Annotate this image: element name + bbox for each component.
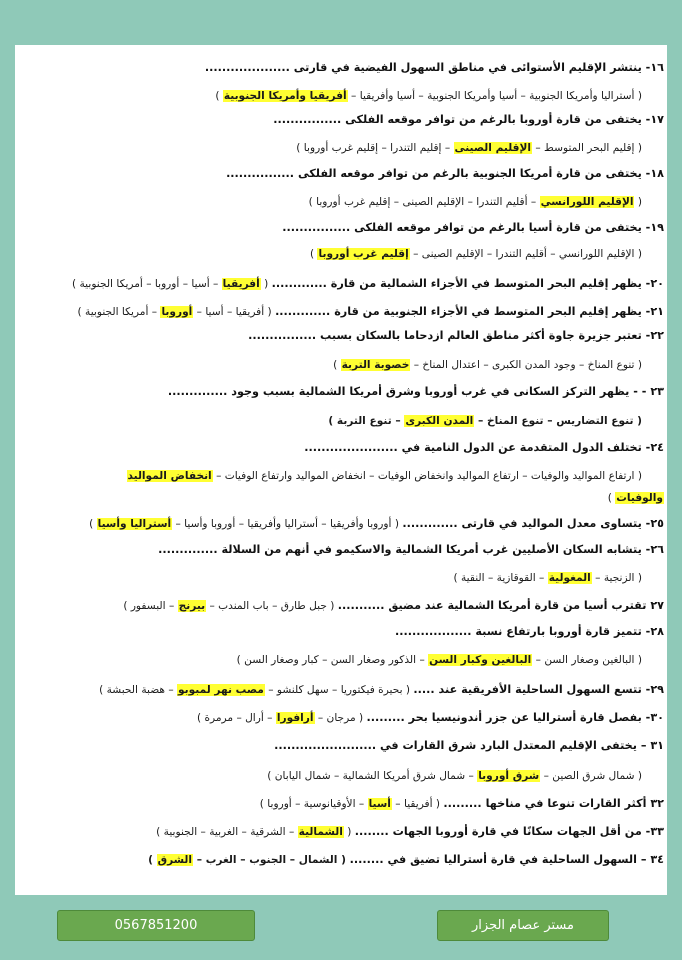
options-before: ( شمال شرق الصين – [540, 770, 642, 782]
options-after: – أسيا – أوروبا – أمريكا الجنوبية ) [72, 278, 222, 290]
highlighted-answer: المغولية [548, 572, 591, 584]
question-text: ٣١ – يختفى الإقليم المعتدل البارد شرق القارات في ........................ [274, 739, 664, 752]
options-line [14, 357, 642, 373]
question-text: ٣٤ – السهول الساحلية في قارة أستراليا تضيق في ........ [349, 853, 664, 866]
highlighted-answer: أرافورا [276, 712, 314, 724]
answer-options [296, 142, 642, 154]
options-after: – القوقازية – النقية ) [453, 572, 548, 584]
answer-options [237, 654, 642, 666]
options-line [14, 413, 642, 429]
question-line [14, 852, 664, 868]
options-line [14, 652, 642, 668]
highlighted-answer: إقليم غرب أوروبا [318, 248, 409, 260]
highlighted-answer: الإقليم الصينى [454, 142, 532, 154]
options-after: ) [333, 359, 341, 371]
options-before: ( تنوع المناخ – وجود المدن الكبرى – اعتدال المناخ – [410, 359, 642, 371]
options-after: – الأوقيانوسية – أوروبا ) [259, 798, 368, 810]
answer-options [454, 572, 643, 584]
question-text: ١٨- يختفى من قارة أمريكا الجنوبية بالرغم من توافر موقعه الفلكى ................ [226, 167, 664, 180]
highlighted-answer: أستراليا وأسيا [97, 518, 172, 530]
highlighted-answer: انخفاض المواليد [127, 470, 212, 482]
highlighted-answer: مصب نهر لمبوبو [178, 684, 264, 696]
highlighted-answer: أفريقيا [222, 278, 260, 290]
question-text: ١٩- يختفى من قارة أسيا بالرغم من توافر موقعه الفلكى ................ [282, 221, 664, 234]
answer-options [260, 798, 444, 810]
options-after: – هضبة الحبشة ) [99, 684, 177, 696]
question-line [14, 60, 664, 76]
options-before: ( إقليم البحر المتوسط – [532, 142, 642, 154]
options-before: ( [260, 278, 272, 290]
options-after: ) [148, 854, 157, 866]
options-before: ( أستراليا وأمريكا الجنوبية – أسيا وأمريكا الجنوبية – أسيا وأفريقيا – [347, 90, 642, 102]
question-line [14, 328, 664, 344]
answer-options [328, 415, 642, 427]
question-line [14, 624, 664, 640]
highlighted-answer: أسيا [368, 798, 391, 810]
question-line [14, 304, 664, 320]
highlighted-answer: البالغين وكبار السن [429, 654, 532, 666]
question-line [14, 796, 664, 812]
question-line [14, 276, 664, 292]
highlighted-answer: أوروبا [161, 306, 193, 318]
options-line [14, 246, 642, 262]
options-line [14, 194, 642, 210]
answer-options [89, 518, 402, 530]
options-before: ( أفريقيا – [391, 798, 444, 810]
question-line [14, 682, 664, 698]
options-after: ) [89, 518, 97, 530]
question-text: ١٦- ينتشر الإقليم الأستوائى في مناطق السهول الفيضية في قارتى .................... [204, 61, 664, 74]
answer-options [148, 854, 350, 866]
options-before: ( الإقليم اللورانسي – أقليم التندرا – الإقليم الصينى – [409, 248, 642, 260]
question-line [14, 220, 664, 236]
question-text: ٢٢- تعتبر جزيرة جاوة أكثر مناطق العالم ازدحاما بالسكان بسبب ................ [248, 329, 664, 342]
answer-options [99, 684, 413, 696]
question-text: ٣٢ أكثر القارات تنوعا في مناخها ......... [443, 797, 664, 810]
question-text: ٢٨- تتميز قارة أوروبا بارتفاع نسبة .................. [394, 625, 664, 638]
question-line [14, 824, 664, 840]
options-after: – البسفور ) [123, 600, 178, 612]
highlighted-answer: المدن الكبرى [405, 415, 474, 427]
options-before: ( بحيرة فيكتوريا – سهل كلنشو – [264, 684, 414, 696]
answer-options [156, 826, 355, 838]
options-line [14, 570, 642, 586]
options-after: ) [607, 492, 616, 504]
question-text: ١٧- يختفى من قارة أوروبا بالرغم من توافر موقعه الفلكى ................ [273, 113, 664, 126]
options-after: ) [309, 248, 318, 260]
options-before: ( تنوع التضاريس – تنوع المناخ – [474, 415, 642, 427]
options-before: ( مرجان – [314, 712, 367, 724]
options-before: ( الشمال – الجنوب – الغرب – [193, 854, 350, 866]
highlighted-answer: أفريقيا وأمريكا الجنوبية [223, 90, 347, 102]
options-after: – أقليم التندرا – الإقليم الصينى – إقليم غرب أوروبا ) [308, 196, 540, 208]
options-line [14, 768, 642, 784]
question-line [14, 516, 664, 532]
phone-number-badge: 0567851200 [57, 910, 255, 941]
highlighted-answer: الإقليم اللورانسي [540, 196, 634, 208]
answer-options [127, 470, 643, 482]
options-line [14, 140, 642, 156]
answer-options [309, 196, 642, 208]
question-line [14, 598, 664, 614]
question-text: ٢٣ - - يظهر التركز السكانى في غرب أوروبا وشرق أمريكا الشمالية بسبب وجود .............. [167, 385, 664, 398]
answer-options [608, 492, 664, 504]
options-line [14, 88, 642, 104]
question-line [14, 112, 664, 128]
options-after: – إقليم التندرا – إقليم غرب أوروبا ) [296, 142, 454, 154]
question-text: ٢١- يظهر إقليم البحر المتوسط في الأجزاء الجنوبية من قارة ............. [275, 305, 664, 318]
options-after: ) [215, 90, 223, 102]
teacher-name-badge: مستر عصام الجزار [437, 910, 609, 941]
options-line [14, 468, 642, 484]
question-text: ٣٣- من أقل الجهات سكانًا في قارة أوروبا الجهات ........ [354, 825, 664, 838]
answer-options [123, 600, 337, 612]
answer-options [310, 248, 642, 260]
options-line [14, 490, 664, 506]
highlighted-answer: الشمالية [298, 826, 343, 838]
question-text: ٢٧ تقترب أسيا من قارة أمريكا الشمالية عند مضيق ........... [337, 599, 664, 612]
options-before: ( [343, 826, 355, 838]
answer-options [267, 770, 642, 782]
highlighted-answer: شرق أوروبا [478, 770, 540, 782]
question-line [14, 440, 664, 456]
question-text: ٢٠- يظهر إقليم البحر المتوسط في الأجزاء الشمالية من قارة ............. [271, 277, 664, 290]
answer-options [72, 278, 272, 290]
options-before: ( أوروبا وأفريقيا – أستراليا وأفريقيا – أوروبا وأسيا – [172, 518, 403, 530]
answer-options [78, 306, 276, 318]
options-before: ( البالغين وصغار السن – [532, 654, 642, 666]
options-before: ( أفريقيا – أسيا – [193, 306, 276, 318]
options-after: – أمريكا الجنوبية ) [77, 306, 161, 318]
question-text: ٢٥- يتساوى معدل المواليد في قارتى ............. [402, 517, 664, 530]
answer-options [197, 712, 367, 724]
options-after: – الشرقية – الغربية – الجنوبية ) [156, 826, 298, 838]
highlighted-answer: خصوبة التربة [341, 359, 410, 371]
options-before: ( [634, 196, 642, 208]
options-after: – أرال – مرمرة ) [196, 712, 276, 724]
question-line [14, 738, 664, 754]
highlighted-answer: بيرنج [178, 600, 206, 612]
highlighted-answer: الشرق [157, 854, 193, 866]
options-after: – تنوع التربة ) [328, 415, 405, 427]
options-after: – شمال شرق أمريكا الشمالية – شمال اليابان ) [267, 770, 478, 782]
options-before: ( الزنجية – [591, 572, 642, 584]
question-text: ٢٩- تتسع السهول الساحلية الأفريقية عند ..... [413, 683, 664, 696]
question-line [14, 384, 664, 400]
answer-options [333, 359, 642, 371]
question-line [14, 166, 664, 182]
options-before: ( ارتفاع المواليد والوفيات – ارتفاع المواليد وانخفاض الوفيات – انخفاض المواليد وارتفاع الوفيات – [212, 470, 642, 482]
question-line [14, 542, 664, 558]
question-text: ٢٤- تختلف الدول المتقدمة عن الدول النامية في ...................... [304, 441, 664, 454]
question-line [14, 710, 664, 726]
highlighted-answer: والوفيات [616, 492, 663, 504]
options-after: – الذكور وصغار السن – كبار وصغار السن ) [236, 654, 429, 666]
question-text: ٢٦- يتشابه السكان الأصليين غرب أمريكا الشمالية والاسكيمو في أنهم من السلالة .............. [158, 543, 664, 556]
options-before: ( جبل طارق – باب المندب – [206, 600, 338, 612]
answer-options [215, 90, 642, 102]
question-text: ٣٠- بفصل قارة أستراليا عن جزر أندونيسيا بحر ......... [366, 711, 664, 724]
